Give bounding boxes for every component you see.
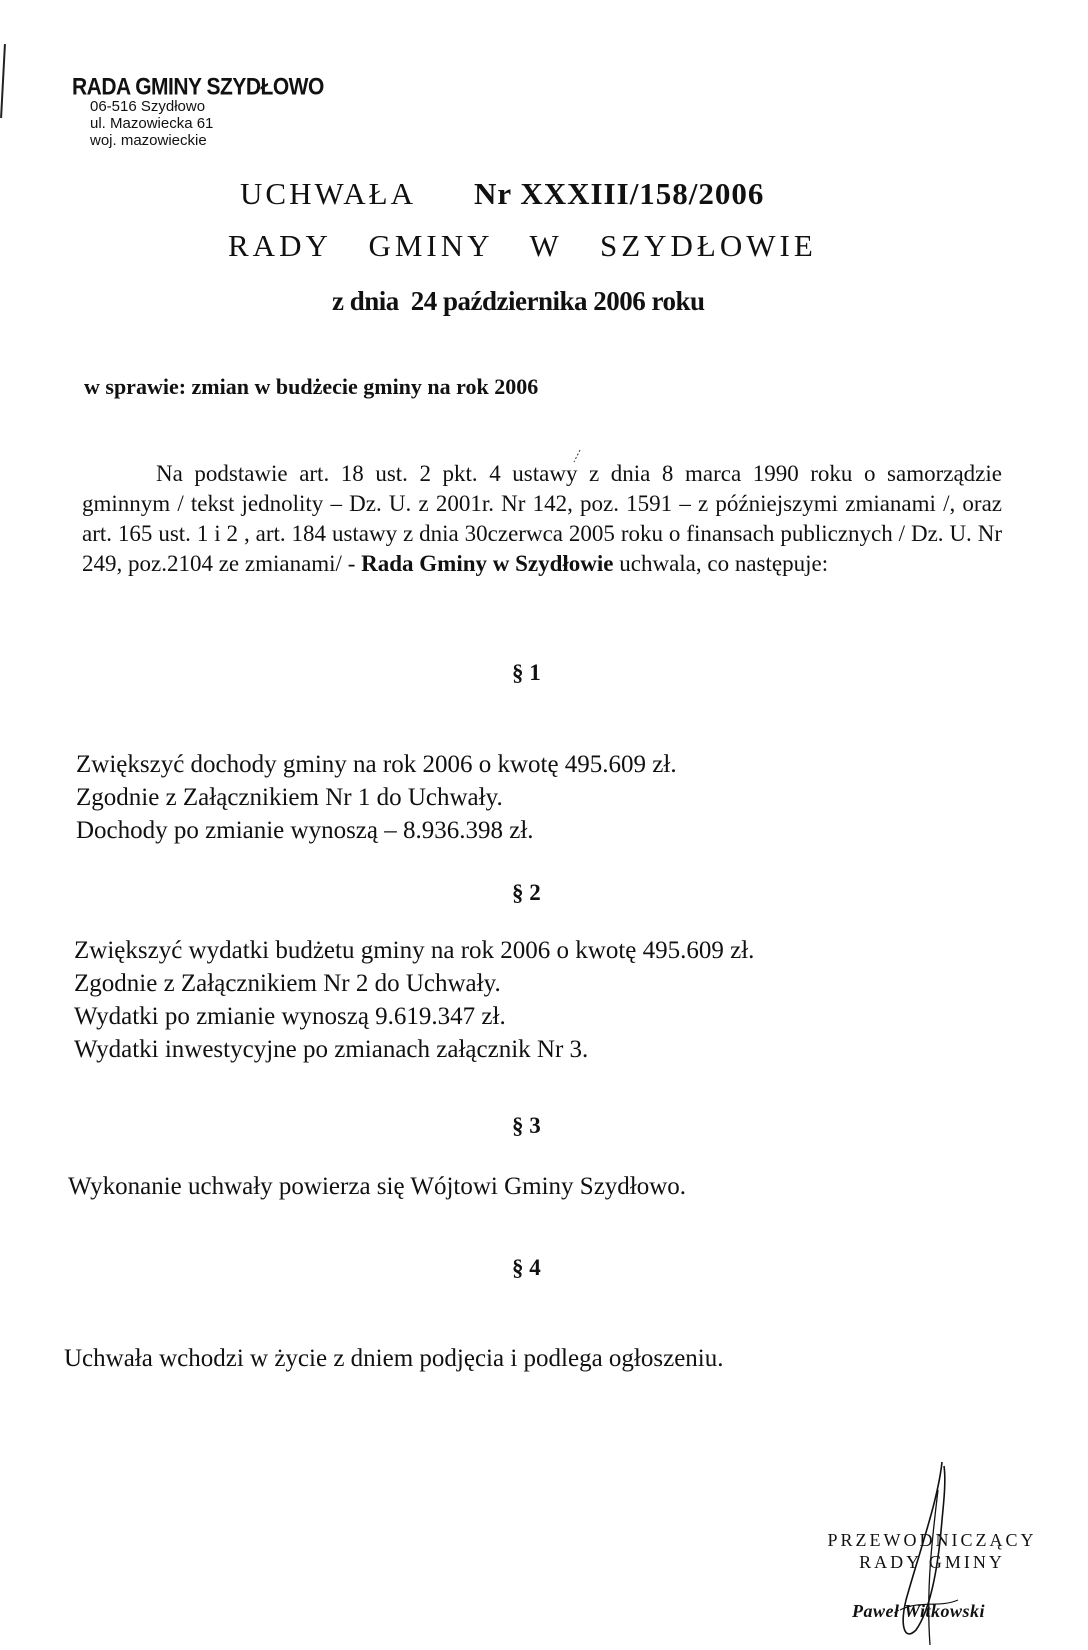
resolution-title	[240, 176, 764, 212]
margin-mark	[0, 44, 6, 118]
section-heading-2: § 2	[512, 880, 541, 905]
issuing-body: RADY GMINY W SZYDŁOWIE	[228, 228, 817, 263]
council-stamp	[72, 74, 332, 149]
section-body-3	[68, 1170, 686, 1203]
signatory-title	[812, 1529, 1052, 1573]
legal-basis-ending: uchwala, co następuje:	[619, 551, 829, 576]
section-body-1	[76, 748, 677, 847]
section-1-line-3: Dochody po zmianie wynoszą – 8.936.398 zł.	[76, 817, 534, 844]
resolution-title-word: UCHWAŁA	[240, 176, 416, 211]
stamp-postal: 06-516 Szydłowo	[90, 98, 206, 115]
signatory-title-line-1: PRZEWODNICZĄCY	[827, 1530, 1037, 1550]
section-heading-1: § 1	[512, 660, 541, 685]
section-2-line-4: Wydatki inwestycyjne po zmianach załącznik Nr 3.	[74, 1036, 589, 1063]
signatory-name: Paweł Witkowski	[852, 1601, 986, 1621]
resolution-date	[332, 286, 705, 317]
section-1-line-2: Zgodnie z Załącznikiem Nr 1 do Uchwały.	[76, 784, 503, 811]
date-value: 24 października 2006 roku	[410, 286, 705, 316]
section-3-line-1: Wykonanie uchwały powierza się Wójtowi Gminy Szydłowo.	[68, 1173, 687, 1200]
section-body-2	[74, 934, 754, 1066]
resolution-number: Nr XXXIII/158/2006	[474, 176, 765, 211]
signatory-title-line-2: RADY GMINY	[859, 1552, 1005, 1572]
date-prefix: z dnia	[332, 286, 399, 316]
stamp-street: ul. Mazowiecka 61	[90, 115, 214, 132]
section-2-line-2: Zgodnie z Załącznikiem Nr 2 do Uchwały.	[74, 970, 501, 997]
section-2-line-1: Zwiększyć wydatki budżetu gminy na rok 2006 o kwotę 495.609 zł.	[74, 937, 755, 964]
legal-basis-text: Na podstawie art. 18 ust. 2 pkt. 4 ustawy z dnia 8 marca 1990 roku o samorządzie gminnym / tekst jednolity – Dz. U. z 2001r. Nr 142, poz. 1591 – z późniejszymi zmianami /, oraz art. 165 ust. 1 i 2 , art. 184 ustawy z dnia 30czerwca 2005 roku o finansach publicznych / Dz. U. Nr 249, poz.2104 ze zmianami/ -	[82, 461, 1002, 576]
section-body-4	[64, 1342, 724, 1375]
section-heading-4: § 4	[512, 1255, 541, 1280]
section-4-line-1: Uchwała wchodzi w życie z dniem podjęcia i podlega ogłoszeniu.	[64, 1345, 724, 1372]
stamp-council-name: RADA GMINY SZYDŁOWO	[72, 74, 324, 101]
legal-basis-paragraph	[82, 459, 1002, 579]
resolution-subject: w sprawie: zmian w budżecie gminy na rok 2006	[84, 374, 539, 399]
section-heading-3: § 3	[512, 1113, 541, 1138]
section-1-line-1: Zwiększyć dochody gminy na rok 2006 o kwotę 495.609 zł.	[76, 751, 677, 778]
section-2-line-3: Wydatki po zmianie wynoszą 9.619.347 zł.	[74, 1003, 506, 1030]
council-name-bold: Rada Gminy w Szydłowie	[361, 551, 614, 576]
stamp-region: woj. mazowieckie	[90, 132, 207, 149]
